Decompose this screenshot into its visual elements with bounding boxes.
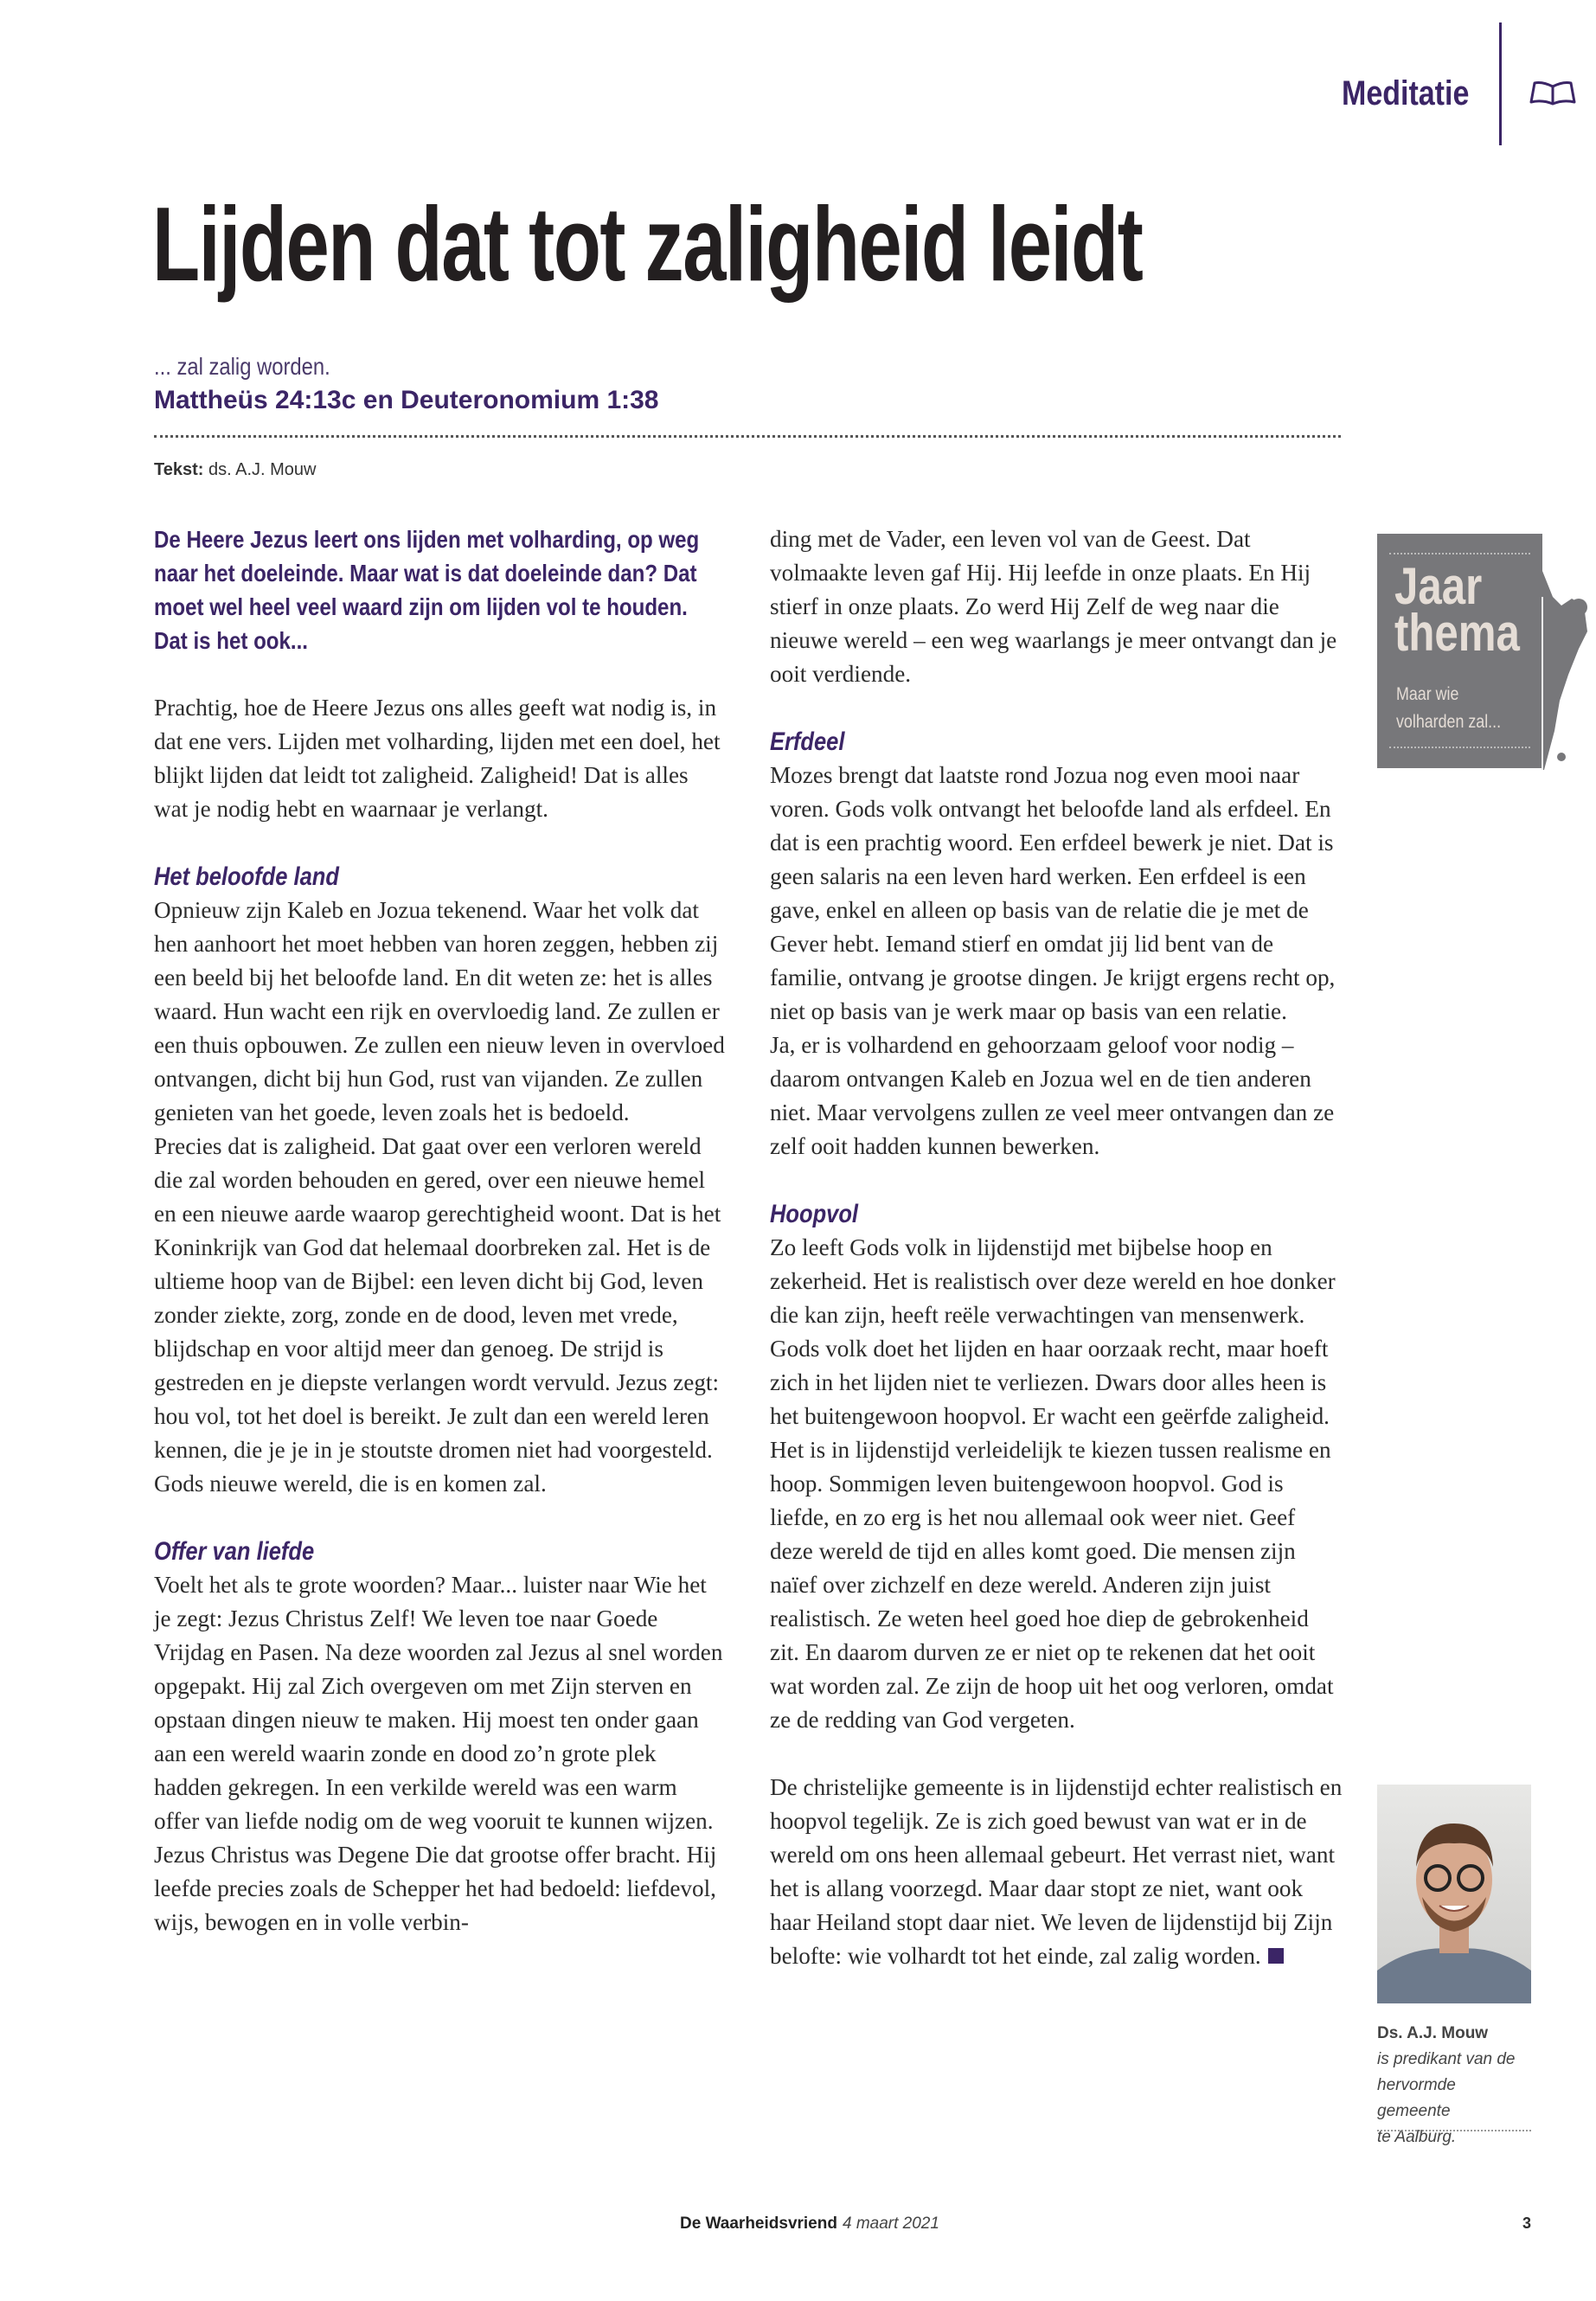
body-paragraph <box>770 1029 1343 1163</box>
end-of-article-mark <box>1268 1948 1284 1964</box>
body-paragraph <box>154 691 727 826</box>
caption-name: Ds. A.J. Mouw <box>1377 2024 1489 2042</box>
caption-bio-line: is predikant van de <box>1377 2050 1516 2068</box>
body-paragraph <box>770 1231 1343 1433</box>
heading-text: Hoopvol <box>770 1200 858 1228</box>
body-paragraph <box>770 1771 1343 1973</box>
climber-silhouette-icon <box>1518 571 1596 770</box>
section-heading <box>770 1197 1257 1231</box>
header-divider <box>1499 22 1502 145</box>
right-column <box>770 522 1343 1973</box>
caption-bio-line: hervormde gemeente <box>1377 2076 1456 2120</box>
paragraph-text: Opnieuw zijn Kaleb en Jozua tekenend. Waar het volk dat hen aanhoort het moet hebben van horen zeggen, hebben zij een beeld bij het beloofde land. En dit weten ze: het is alles waard. Hun wacht een rijk en overvloedig land. Ze zullen er een thuis opbouwen. Ze zullen een nieuw leven in overvloed ontvangen, dicht bij hun God, rust van vijanden. Ze zullen genieten van het goede, leven zoals het is bedoeld. <box>154 897 725 1125</box>
footer <box>680 2214 939 2234</box>
lead-quote: ... zal zalig worden. <box>154 353 330 380</box>
paragraph-text: De christelijke gemeente is in lijdenstijd echter realistisch en hoopvol tegelijk. Ze is zich goed bewust van wat er in de wereld om ons heen allemaal gebeurt. Het verrast niet, want het is allang voorzegd. Maar daar stopt ze niet, want ook haar Heiland stopt daar niet. We leven de lijdenstijd bij Zijn belofte: wie volhardt tot het einde, zal zalig worden. <box>770 1774 1343 1969</box>
body-paragraph <box>154 894 727 1130</box>
paragraph-text: ding met de Vader, een leven vol van de Geest. Dat volmaakte leven gaf Hij. Hij leefde in onze plaats. En Hij stierf in onze plaats. Zo werd Hij Zelf de weg naar die nieuwe wereld – een weg waarlangs je meer ontvangt dan je ooit verdiende. <box>770 526 1337 687</box>
issue-date: 4 maart 2021 <box>842 2214 939 2233</box>
paragraph-text: Het is in lijdenstijd verleidelijk te kiezen tussen realisme en hoop. Sommigen leven buitengewoon hoopvol. God is liefde, en zo erg is het nou allemaal ook weer niet. Geef deze wereld de tijd en alles komt goed. Die mensen zijn naïef over zichzelf en deze wereld. Anderen zijn juist realistisch. Ze weten heel goed hoe diep de gebrokenheid zit. En daarom durven ze er niet op te rekenen dat het ooit wat worden zal. Ze zijn de hoop uit het oog verloren, omdat ze de redding van God vergeten. <box>770 1437 1334 1733</box>
body-paragraph <box>770 522 1343 691</box>
heading-text: Offer van liefde <box>154 1537 315 1566</box>
open-book-icon <box>1529 80 1576 107</box>
caption-bio-line: te Aalburg. <box>1377 2128 1457 2146</box>
paragraph-text: Precies dat is zaligheid. Dat gaat over een verloren wereld die zal worden behouden en gered, over een nieuwe hemel en een nieuwe aarde waarop gerechtigheid woont. Dat is het Koninkrijk van God dat helemaal doorbreken zal. Het is de ultieme hoop van de Bijbel: een leven dicht bij God, leven zonder ziekte, zorg, zonde en de dood, leven met vrede, blijdschap en voor altijd meer dan genoeg. De strijd is gestreden en je diepste verlangen wordt vervuld. Jezus zegt: hou vol, tot het doel is bereikt. Je zult dan een wereld leren kennen, die je je in je stoutste dromen niet had voorgesteld. Gods nieuwe wereld, die is en komen zal. <box>154 1133 721 1497</box>
page-number: 3 <box>1522 2214 1532 2232</box>
author-label: Tekst: <box>154 460 204 479</box>
body-paragraph <box>770 1433 1343 1737</box>
paragraph-text: Mozes brengt dat laatste rond Jozua nog even mooi naar voren. Gods volk ontvangt het beloofde land als erfdeel. En dat is een prachtig woord. Een erfdeel bewerk je niet. Dat is geen salaris na een leven hard werken. Een erfdeel is een gave, enkel en alleen op basis van de relatie die je met de Gever hebt. Iemand stierf en omdat jij lid bent van de familie, ontvang je grootse dingen. Je krijgt ergens recht op, niet op basis van je werk maar op basis van een relatie. <box>770 762 1336 1024</box>
left-column <box>154 522 727 1939</box>
paragraph-text: Prachtig, hoe de Heere Jezus ons alles geeft wat nodig is, in dat ene vers. Lijden met volharding, lijden met een doel, het blijkt lijden dat leidt tot zaligheid. Zaligheid! Dat is alles wat je nodig hebt en waarnaar je verlangt. <box>154 695 721 822</box>
body-paragraph <box>154 1130 727 1501</box>
author-photo <box>1377 1785 1531 2003</box>
theme-subtitle-line: volharden zal... <box>1396 712 1502 732</box>
section-label: Meditatie <box>1342 74 1470 112</box>
section-heading <box>770 725 1257 759</box>
intro-text: De Heere Jezus leert ons lijden met volharding, op weg naar het doeleinde. Maar wat is dat doeleinde dan? Dat moet wel heel veel waard zijn om lijden vol te houden. Dat is het ook... <box>154 526 700 654</box>
dotted-rule <box>1389 747 1530 748</box>
publication-name: De Waarheidsvriend <box>680 2214 837 2233</box>
theme-title <box>1394 557 1520 662</box>
theme-title-line: Jaar <box>1394 557 1483 615</box>
article-title: Lijden dat tot zaligheid leidt <box>152 185 1143 303</box>
heading-text: Het beloofde land <box>154 862 339 891</box>
body-paragraph <box>770 759 1343 1029</box>
section-heading <box>154 1535 641 1568</box>
theme-subtitle <box>1396 681 1501 736</box>
paragraph-text: Ja, er is volhardend en gehoorzaam geloof voor nodig – daarom ontvangen Kaleb en Jozua wel en de tien anderen niet. Maar vervolgens zullen ze veel meer ontvangen dan ze zelf ooit hadden kunnen bewerken. <box>770 1032 1335 1159</box>
dotted-rule <box>1389 553 1530 554</box>
paragraph-text: Zo leeft Gods volk in lijdenstijd met bijbelse hoop en zekerheid. Het is realistisch over deze wereld en hoe donker die kan zijn, heeft reële verwachtingen van mensenwerk. Gods volk doet het lijden en haar oorzaak recht, maar hoeft zich in het lijden niet te verliezen. Dwars door alles heen is het buitengewoon hoopvol. Er wacht een geërfde zaligheid. <box>770 1234 1336 1429</box>
theme-subtitle-line: Maar wie <box>1396 684 1459 704</box>
author-portrait-image <box>1377 1785 1531 2003</box>
heading-text: Erfdeel <box>770 727 845 756</box>
caption-divider <box>1377 2130 1531 2131</box>
author-name: ds. A.J. Mouw <box>208 460 317 479</box>
body-paragraph <box>154 1568 727 1939</box>
theme-title-line: thema <box>1394 604 1520 662</box>
paragraph-text: Voelt het als te grote woorden? Maar... luister naar Wie het je zegt: Jezus Christus Zelf! We leven toe naar Goede Vrijdag en Pasen. Na deze woorden zal Jezus al snel worden opgepakt. Hij zal Zich overgeven om met Zijn sterven en opstaan dingen nieuw te maken. Hij moest ten onder gaan aan een wereld waarin zonde en dood zo’n grote plek hadden gekregen. In een verkilde wereld was een warm offer van liefde nodig om de weg vooruit te kunnen wijzen. Jezus Christus was Degene Die dat grootse offer bracht. Hij leefde precies zoals de Schepper het had bedoeld: liefdevol, wijs, bewogen en in volle verbin- <box>154 1572 723 1935</box>
bible-reference: Mattheüs 24:13c en Deuteronomium 1:38 <box>154 386 659 414</box>
author-credit <box>154 460 316 480</box>
dotted-divider <box>154 435 1341 438</box>
section-heading <box>154 860 641 894</box>
